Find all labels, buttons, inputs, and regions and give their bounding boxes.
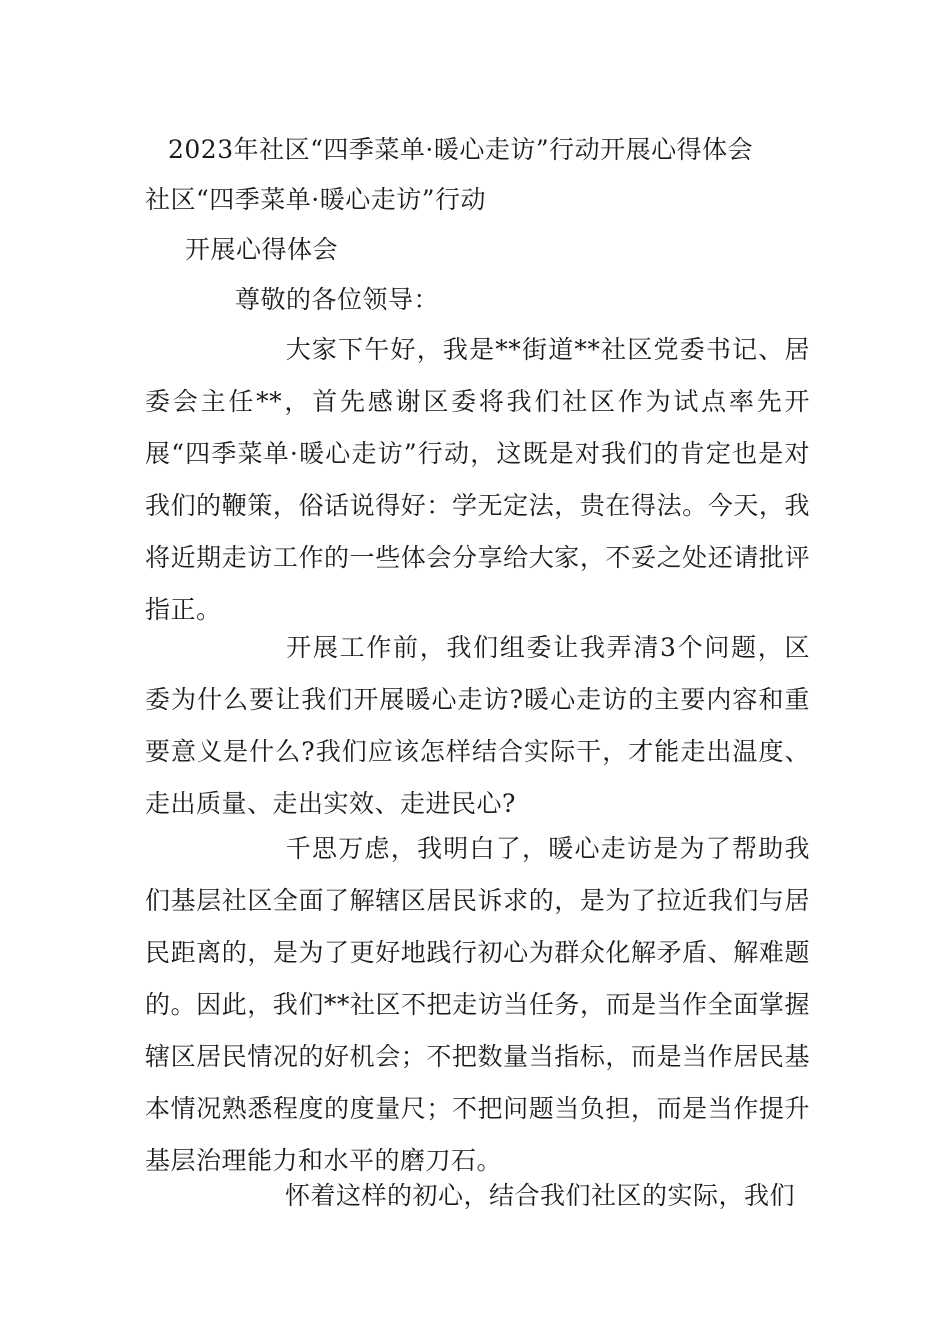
document-subtitle-line1: 社区“四季菜单·暖心走访”行动: [145, 185, 487, 214]
paragraph-3: [145, 823, 810, 1187]
paragraph-text: 大家下午好，我是**街道**社区党委书记、居委会主任**，首先感谢区委将我们社区作为试点率先开展“四季菜单·暖心走访”行动，这既是对我们的肯定也是对我们的鞭策，俗话说得好：学无定法，贵在得法。今天，我将近期走访工作的一些体会分享给大家，不妥之处还请批评指正。: [145, 335, 810, 624]
paragraph-2: [145, 622, 810, 830]
paragraph-1: [145, 324, 810, 636]
paragraph-4: [145, 1170, 810, 1222]
salutation: 尊敬的各位领导：: [235, 285, 440, 314]
paragraph-text: 开展工作前，我们组委让我弄清3个问题，区委为什么要让我们开展暖心走访?暖心走访的主要内容和重要意义是什么?我们应该怎样结合实际干，才能走出温度、走出质量、走出实效、走进民心?: [145, 633, 810, 818]
document-subtitle-line2: 开展心得体会: [185, 235, 339, 264]
paragraph-text: 千思万虑，我明白了，暖心走访是为了帮助我们基层社区全面了解辖区居民诉求的，是为了拉近我们与居民距离的，是为了更好地践行初心为群众化解矛盾、解难题的。因此，我们**社区不把走访当任务，而是当作全面掌握辖区居民情况的好机会；不把数量当指标，而是当作居民基本情况熟悉程度的度量尺；不把问题当负担，而是当作提升基层治理能力和水平的磨刀石。: [145, 834, 810, 1175]
document-title: 2023年社区“四季菜单·暖心走访”行动开展心得体会: [168, 135, 754, 164]
paragraph-text: 怀着这样的初心，结合我们社区的实际，我们: [285, 1181, 796, 1210]
